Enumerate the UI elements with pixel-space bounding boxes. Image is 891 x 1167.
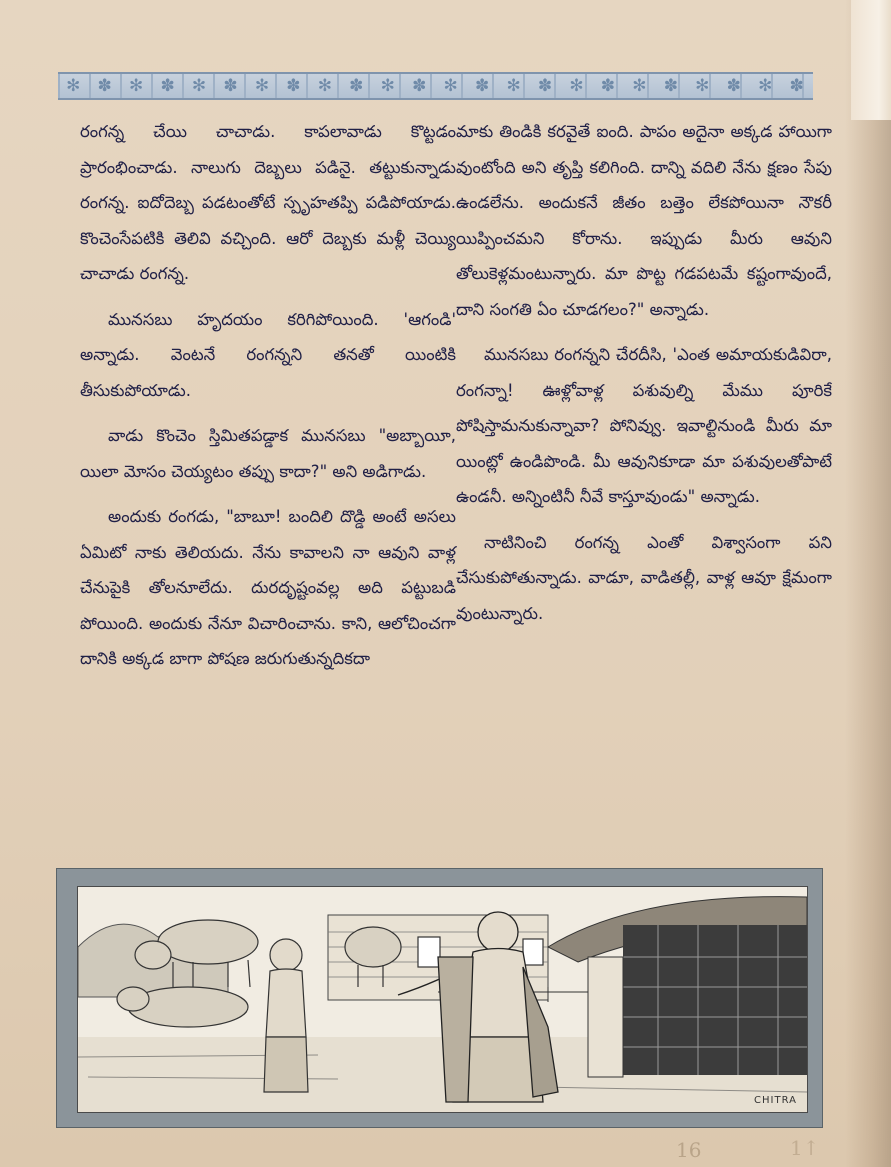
page-edge-shadow (845, 0, 891, 1167)
paragraph: వాడు కొంచెం స్తిమితపడ్డాక మునసబు "అబ్బాయీ, యిలా మోసం చెయ్యటం తప్పు కాదా?" అని అడిగాడు. (80, 426, 456, 481)
illustration (77, 886, 808, 1113)
paragraph: మాకు తిండికి కరవైతే ఐంది. పాపం అదైనా అక్కడ హాయిగా వుంటోంది అని తృప్తి కలిగింది. దాన్ని వదిలి నేను క్షణం సేపు ఉండలేను. అందుకనే జీతం బత్తెం లేకపోయినా నౌకరీ యిప్పించమని కోరాను. ఇప్పుడు మీరు ఆవుని తోలుకెళ్లమంటున్నారు. మా పొట్ట గడపటమే కష్టంగావుందే, దాని సంగతి ఏం చూడగలం?" అన్నాడు. (456, 122, 832, 319)
border-motifs: ✻ ✽ ✻ ✽ ✻ ✽ ✻ ✽ ✻ ✽ ✻ ✽ ✻ ✽ ✻ ✽ ✻ ✽ ✻ ✽ ✻ ✽ ✻ ✽ (66, 76, 805, 96)
illustration-frame (56, 868, 823, 1128)
village-scene-drawing (78, 887, 807, 1112)
decorative-border (58, 72, 813, 100)
paragraph: అందుకు రంగడు, "బాబూ! బందిలి దొడ్డి అంటే అసలు ఏమిటో నాకు తెలియదు. నేను కావాలని నా ఆవుని వాళ్ల చేనుపైకి తోలనూలేదు. దురదృష్టంవల్ల అది పట్టుబడి పోయింది. అందుకు నేనూ విచారించాను. కాని, ఆలోచించగా దానికి అక్కడ బాగా పోషణ జరుగుతున్నదికదా (80, 507, 456, 668)
paragraph: మునసబు రంగన్నని చేరదీసి, 'ఎంత అమాయకుడివిరా, రంగన్నా! ఊళ్లోవాళ్ల పశువుల్ని మేము పూరికే పోషిస్తామనుకున్నావా? పోనివ్వు. ఇవాల్టినుండి మీరు మా యింట్లో ఉండిపొండి. మీ ఆవునికూడా మా పశువులతోపాటే ఉండనీ. అన్నింటినీ నీవే కాస్తూవుండు" అన్నాడు. (456, 345, 832, 506)
right-text-column (456, 114, 832, 641)
paragraph: మునసబు హృదయం కరిగిపోయింది. 'ఆగండి' అన్నాడు. వెంటనే రంగన్నని తనతో యింటికి తీసుకుపోయాడు. (80, 309, 456, 400)
paragraph: నాటినించి రంగన్న ఎంతో విశ్వాసంగా పని చేసుకుపోతున్నాడు. వాడూ, వాడితల్లీ, వాళ్ల ఆవూ క్షేమంగా వుంటున్నారు. (456, 532, 832, 623)
page-number: 16 (676, 1138, 702, 1162)
paragraph: రంగన్న చేయి చాచాడు. కాపలావాడు కొట్టడం ప్రారంభించాడు. నాలుగు దెబ్బలు పడినై. తట్టుకున్నాడు రంగన్న. ఐదోదెబ్బ పడటంతోటే స్పృహతప్పి పడిపోయాడు. కొంచెంసేపటికి తెలివి వచ్చింది. ఆరో దెబ్బకు మళ్లీ చెయ్యి చాచాడు రంగన్న. (80, 122, 456, 283)
torn-corner (851, 0, 891, 120)
corner-mark: 1↑ (790, 1136, 820, 1160)
left-text-column (80, 114, 456, 687)
artist-signature: CHITRA (754, 1095, 797, 1106)
